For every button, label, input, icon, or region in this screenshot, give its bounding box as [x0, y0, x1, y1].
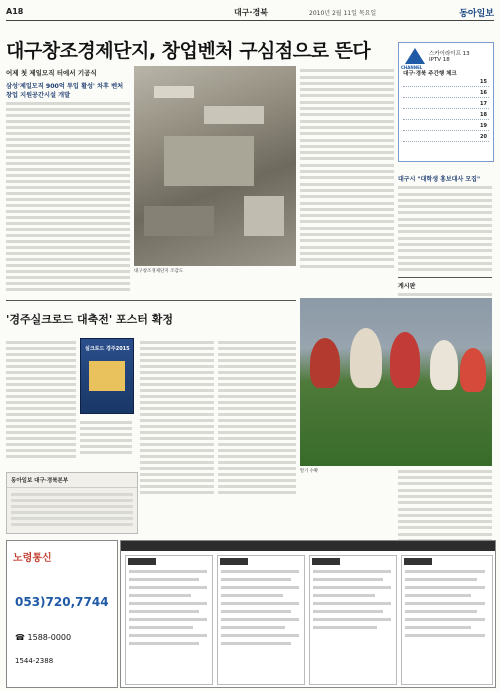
masthead	[6, 4, 494, 21]
classified-cell	[217, 555, 305, 685]
contact-heading: 동아일보 대구·경북본부	[7, 473, 137, 488]
second-story-headline: '경주실크로드 대축전' 포스터 확정	[6, 313, 173, 326]
lead-deck: 삼성'제일모직 900억 투입 활성' 차후 벤처 창업 지원공간시설 개발	[6, 83, 124, 99]
issue-date: 2010년 2월 11일 목요일	[309, 10, 377, 17]
channel-row: 17	[403, 101, 489, 109]
book-cover-image	[80, 338, 134, 414]
lead-kicker: 어제 첫 제일모직 터에서 기공식	[6, 69, 97, 77]
lead-headline: 대구창조경제단지, 창업벤처 구심점으로 뜬다	[6, 40, 371, 62]
channel-row: 16	[403, 90, 489, 98]
channel-row: 20	[403, 134, 489, 142]
ad-phone-2: ☎ 1588-0000	[15, 633, 72, 642]
right-column-heading: 대구시 "대학생 홍보대사 모집"	[398, 176, 481, 183]
channel-row: 18	[403, 112, 489, 120]
lead-body-text	[6, 102, 130, 291]
channel-line-2: IPTV 18	[429, 57, 450, 63]
aerial-photo	[134, 66, 296, 266]
channel-box	[398, 42, 494, 162]
page-number: A18	[6, 7, 24, 16]
lead-body-column	[300, 66, 394, 271]
second-story-body-3	[140, 338, 214, 497]
classified-ads	[120, 540, 496, 688]
newspaper-logo: 동아일보	[459, 9, 494, 19]
section-title: 대구·경북	[234, 8, 268, 17]
second-story-body	[6, 338, 76, 461]
book-title: 실크로드 경주2015	[85, 346, 130, 352]
channel-heading: 대구·경북 주간행 체크	[403, 71, 457, 77]
classified-cell	[401, 555, 493, 685]
classified-cell	[125, 555, 213, 685]
classified-header	[121, 541, 495, 551]
ad-phone: 053)720,7744	[15, 595, 109, 609]
ad-phone-3: 1544-2388	[15, 657, 54, 665]
channel-row: 15	[403, 79, 489, 87]
notice-heading: 게시판	[398, 277, 492, 290]
lead-kicker-block	[6, 68, 130, 294]
channel-logo-label: CHANNEL	[401, 65, 423, 70]
channel-line-1: 스카이라이프 13	[429, 51, 470, 57]
farm-photo	[300, 298, 492, 466]
channel-logo-icon	[405, 48, 425, 64]
contact-box	[6, 472, 138, 534]
classified-cell	[309, 555, 397, 685]
advertisement-left	[6, 540, 118, 688]
farm-photo-caption: 딸기 수확	[300, 469, 318, 474]
channel-row: 19	[403, 123, 489, 131]
ad-logo: 노령통신	[13, 553, 52, 564]
aerial-photo-caption: 대구창조경제단지 조감도	[134, 269, 184, 274]
second-story-body-4	[218, 338, 296, 497]
second-story-body-2	[80, 418, 132, 457]
section-divider	[6, 300, 296, 301]
